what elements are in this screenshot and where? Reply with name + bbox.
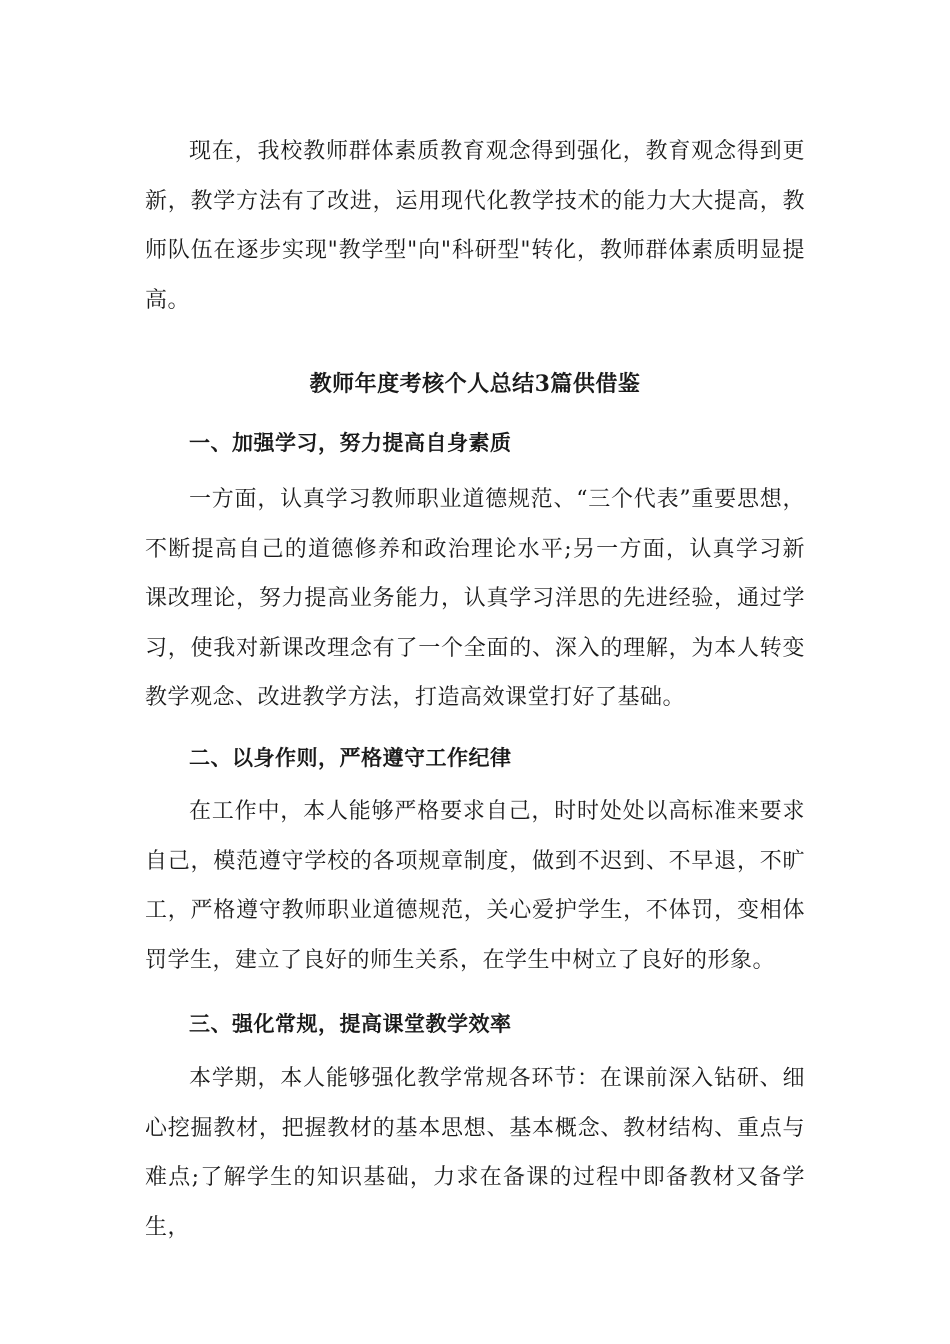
section-heading-1: 一、加强学习，努力提高自身素质 (189, 430, 512, 455)
section-heading-3: 三、强化常规，提高课堂教学效率 (189, 1011, 512, 1036)
document-title: 教师年度考核个人总结3篇供借鉴 (309, 371, 641, 397)
section-heading-2: 二、以身作则，严格遵守工作纪律 (189, 745, 512, 770)
intro-paragraph: 现在，我校教师群体素质教育观念得到强化，教育观念得到更新，教学方法有了改进，运用现代化教学技术的能力大大提高，教师队伍在逐步实现"教学型"向"科研型"转化，教师群体素质明显提高。 (145, 139, 805, 313)
section-body-1: 一方面，认真学习教师职业道德规范、“三个代表”重要思想，不断提高自己的道德修养和政治理论水平;另一方面，认真学习新课改理论，努力提高业务能力，认真学习洋思的先进经验，通过学习，使我对新课改理念有了一个全面的、深入的理解，为本人转变教学观念、改进教学方法，打造高效课堂打好了基础。 (145, 487, 805, 710)
section-body-3: 本学期，本人能够强化教学常规各环节：在课前深入钻研、细心挖掘教材，把握教材的基本思想、基本概念、教材结构、重点与难点;了解学生的知识基础，力求在备课的过程中即备教材又备学生， (145, 1066, 805, 1240)
section-body-2: 在工作中，本人能够严格要求自己，时时处处以高标准来要求自己，模范遵守学校的各项规章制度，做到不迟到、不早退，不旷工，严格遵守教师职业道德规范，关心爱护学生，不体罚，变相体罚学生，建立了良好的师生关系，在学生中树立了良好的形象。 (145, 799, 805, 973)
